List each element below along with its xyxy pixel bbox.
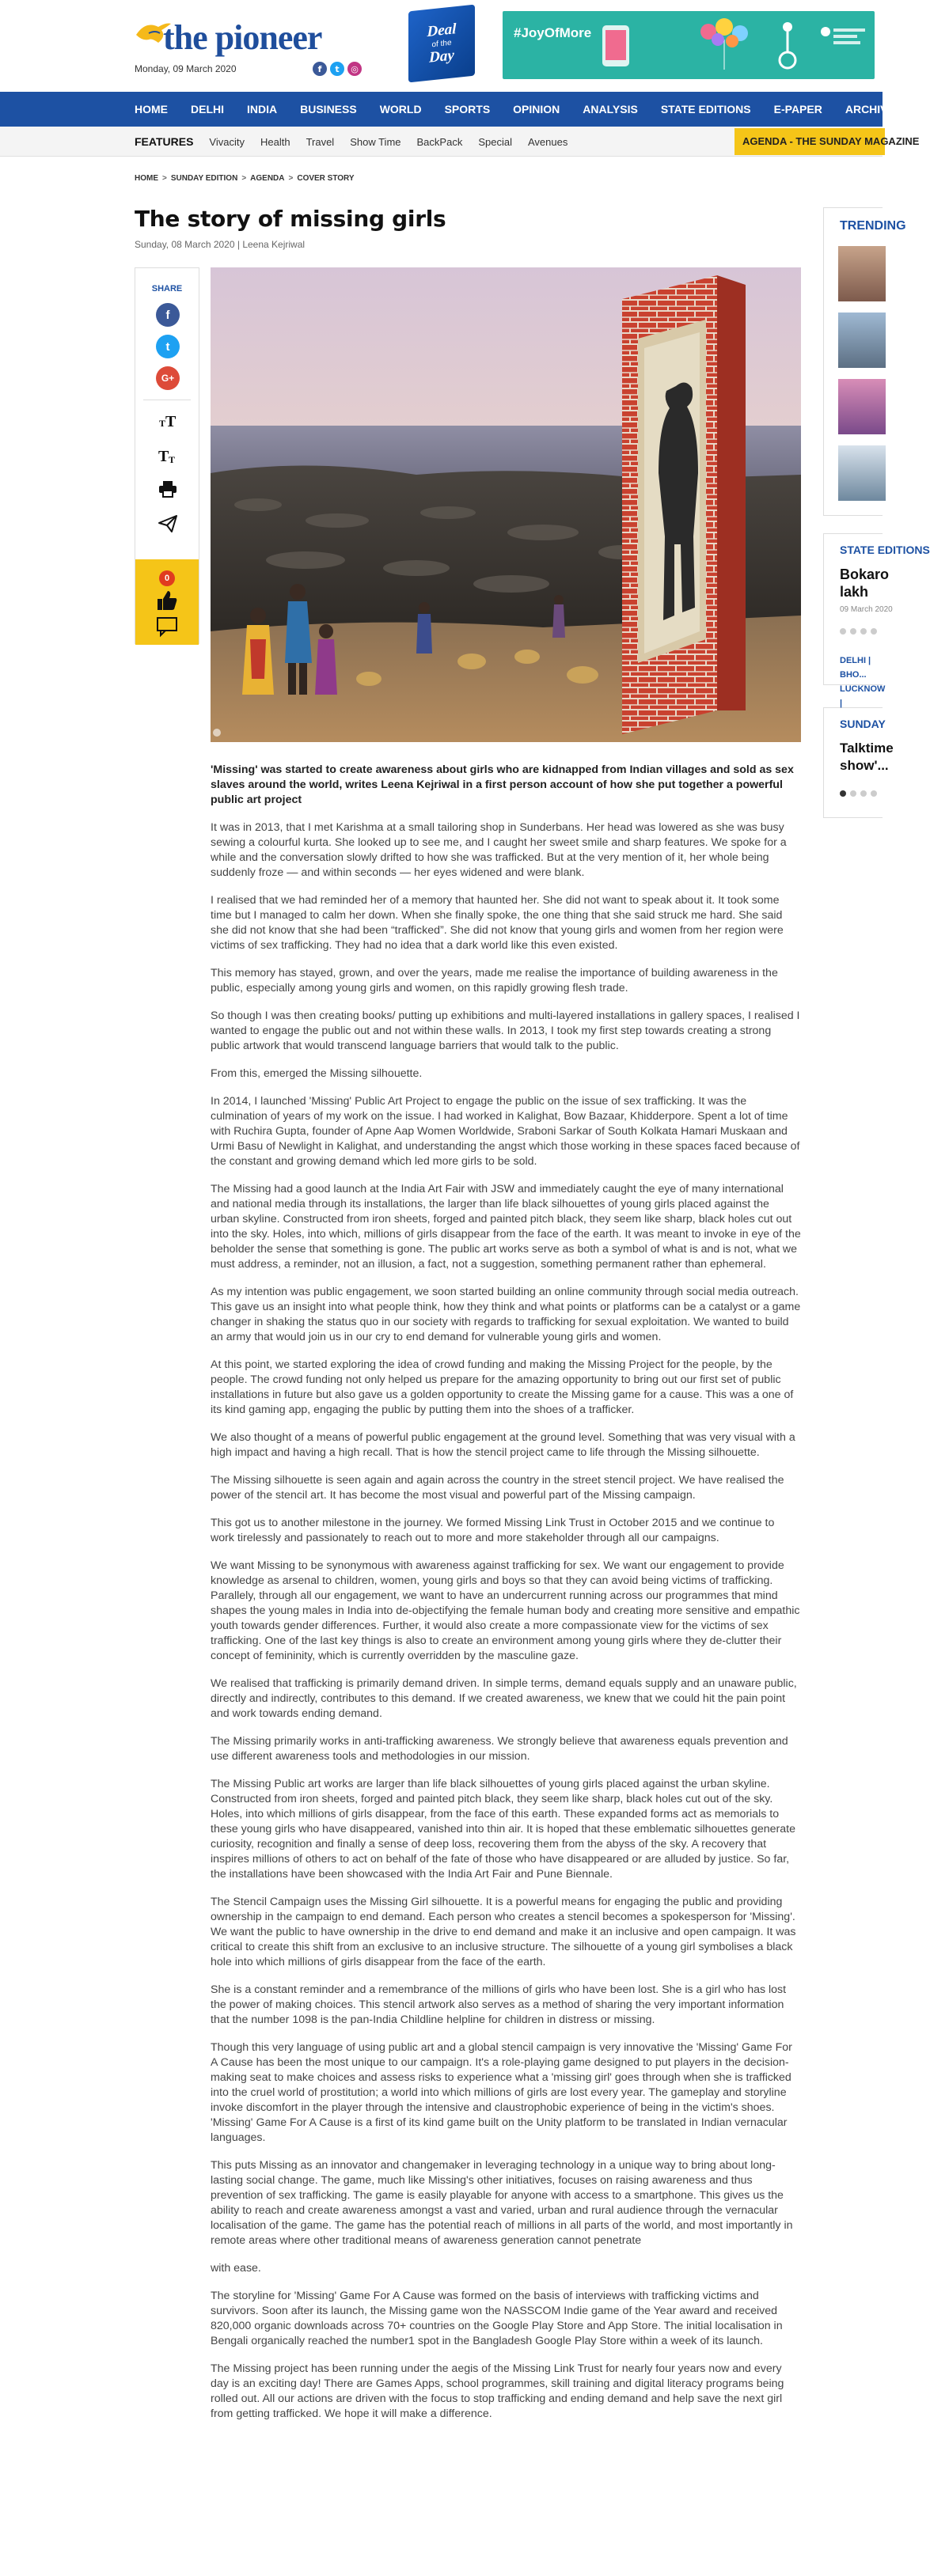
nav-item-india[interactable]: INDIA [247,103,278,116]
breadcrumb-agenda[interactable]: AGENDA [250,174,285,183]
agenda-section-link[interactable]: AGENDA - THE SUNDAY MAGAZINE [735,128,885,155]
nav-item-world[interactable]: WORLD [379,103,422,116]
subnav-item-vivacity[interactable]: Vivacity [209,135,245,148]
breadcrumb-cover-story[interactable]: COVER STORY [297,174,355,183]
right-sidebar [823,207,930,818]
article-paragraph: This memory has stayed, grown, and over the years, made me realise the importance of building awareness in the public, especially among young girls and women, on this rapidly growing flesh trade. [211,967,778,994]
article-paragraph: We also thought of a means of powerful public engagement at the ground level. Something that was very visual with a high impact and having a high recall. That is how the stencil project came to life through the Missing silhouette. [211,1431,795,1459]
state-editions-title: STATE EDITIONS [840,544,930,556]
breadcrumb-separator: > [162,174,167,183]
facebook-icon[interactable]: f [313,62,327,76]
like-count-badge: 0 [159,570,175,586]
article-paragraph: It was in 2013, that I met Karishma at a small tailoring shop in Sunderbans. Her head was lowered as she was busy sewing a colourful kurta. She looked up to see me, and I caught her sweet smile and sharp features. We spoke for a while and the conversation slowly drifted to how she was trafficked. But at the very mention of it, her whole being suddenly froze — and within seconds — her eyes widened and were blank. [211,821,787,879]
deal-of-the-day-badge[interactable] [408,5,475,83]
breadcrumb-home[interactable]: HOME [135,174,158,183]
article-paragraph: The Missing project has been running under the aegis of the Missing Link Trust for nearly four years now and every day is an exciting day! There are Games Apps, school programmes, skill training and digital literacy programs being rolled out. All our actions are driven with the focus to stop trafficking and ending demand and help save the next girl from getting trafficked. We hope it will make a difference. [211,2362,784,2420]
twitter-icon[interactable]: t [330,62,344,76]
share-toolbar [135,267,199,644]
twitter-share-icon[interactable]: t [156,335,180,358]
svg-text:T: T [169,454,176,465]
state-edition-links[interactable]: DELHI | BHO... LUCKNOW | [840,656,886,708]
ad-hashtag: #JoyOfMore [514,25,592,40]
sunday-edition-widget [823,707,894,818]
nav-item-business[interactable]: BUSINESS [300,103,357,116]
article-paragraph: The Missing Public art works are larger than life black silhouettes of young girls placed against the urban skyline. Constructed from iron sheets, forged and painted pitch black, they seem like sharp, black holes cut out of the sky. Holes, into which millions of girls disappear, from the face of this earth. These expanded forms act as memorials to these young girls who have disappeared, vanished into thin air. It is hoped that these emblematic silhouettes generate curiosity, recognition and finally a sense of deep loss, recovering them from the abyss of the sky. A recovery that inspires millions of others to act on behalf of the fate of those who have disappeared or are alluded by justice. So far, the installations have been showcased with the India Art Fair and Pune Biennale. [211,1778,796,1881]
breadcrumb-separator: > [288,174,294,183]
page-title: The story of missing girls [135,206,446,232]
subnav-item-backpack[interactable]: BackPack [416,135,463,148]
like-panel [135,559,199,645]
article-paragraph: The Missing had a good launch at the India Art Fair with JSW and immediately caught the eye of many international and national media through its installations, the larger than life black silhouettes of young girls placed against the urban skyline. Constructed from iron sheets, forged and painted pitch black, they seem like sharp, black holes cut out into the sky. Holes, into which, millions of girls disappear from the face of the earth. It was meant to invoke in eye of the beholder the sense that something is gone. The public art works serve as both a symbol of what is and is not, what we must address, a reminder, not an illusion, a fact, not a suggestion, something permanent rather than ephemeral. [211,1183,801,1271]
svg-text:T: T [165,413,177,430]
nav-item-home[interactable]: HOME [135,103,168,116]
unicycle-ad-icon [776,21,799,70]
trending-thumb[interactable] [838,313,886,368]
features-label[interactable]: FEATURES [135,135,194,148]
article-lede: 'Missing' was started to create awareness about girls who are kidnapped from Indian villages and sold as sex slaves around the world, writes Leena Kejriwal in a first person account of how she put together a powerful public art project [211,763,794,806]
subnav-item-travel[interactable]: Travel [306,135,335,148]
article-paragraph: So though I was then creating books/ putting up exhibitions and multi-layered installations in gallery spaces, I realised I wanted to engage the public out and not within these walls. In 2013, I took my first step towards creating a strong public artwork that would transcend language barriers that would talk to the public. [211,1010,800,1052]
deal-line-2: of the [431,38,452,50]
sunday-carousel-dots[interactable] [840,790,883,797]
sunday-headline[interactable]: Talktime show'... [840,741,894,773]
article-paragraph: At this point, we started exploring the idea of crowd funding and making the Missing Project for the people, by the people. The crowd funding not only helped us prepare for the amazing opportunity to bring out our first set of public installations in future but also gave us a golden opportunity to create the Missing game for a cause. This was a one of its kind gaming app, engaging the public by putting them into the shoes of a trafficker. [211,1358,794,1416]
sunday-title: SUNDAY [840,718,886,730]
send-email-icon[interactable] [154,510,181,537]
nav-item-archives[interactable]: ARCHIVES [845,103,903,116]
article-paragraph: The Stencil Campaign uses the Missing Girl silhouette. It is a powerful means for engaging the public and providing ownership in the campaign to end demand. Each person who creates a stencil becomes a spokesperson for 'Missing'. We want the public to have ownership in the drive to end demand and make it an inclusive and open campaign. It was critical to create this shift from an exclusive to an inclusive structure. The silhouette of a young girl symbolises a black hole into which millions of girls disappear from the face of the earth. [211,1896,796,1968]
breadcrumb-sunday-edition[interactable]: SUNDAY EDITION [170,174,238,183]
subnav-item-health[interactable]: Health [260,135,290,148]
state-headline[interactable]: Bokaro lakh [840,566,890,600]
breadcrumb [135,174,355,183]
ad-offer-icon [819,25,867,49]
instagram-icon[interactable]: ◎ [347,62,362,76]
trending-thumb[interactable] [838,379,886,434]
nav-item-delhi[interactable]: DELHI [191,103,224,116]
article-body [211,763,801,2434]
carousel-dots[interactable] [840,628,883,635]
state-date: 09 March 2020 [840,605,893,614]
phone-offer-ad-icon [598,24,634,68]
nav-item-epaper[interactable]: E-PAPER [773,103,822,116]
missing-installation-photo [211,267,801,742]
share-label: SHARE [151,284,183,294]
trending-thumb[interactable] [838,445,886,501]
header-ad-banner[interactable] [503,11,875,79]
current-date: Monday, 09 March 2020 [135,63,237,74]
state-editions-widget [823,533,930,708]
article-paragraph: We realised that trafficking is primarily demand driven. In simple terms, demand equals supply and an unaware public, directly and indirectly, contributes to this demand. If we created awareness, we knew that we could hit the pain point and work towards ending demand. [211,1677,797,1720]
logo-wordmark: the pioneer [163,18,322,57]
article-paragraph: This puts Missing as an innovator and changemaker in leveraging technology in a unique way to bring about long-lasting social change. The game, much like Missing's other initiatives, focuses on raising awareness and thus prevention of sex trafficking. The game is easily playable for anyone with access to a smartphone. This gives us the ability to reach and create awareness amongst a vast and varied, urban and rural audience through the vernacular localisation of the game. The game has the potential reach of millions in all parts of the world, and most importantly in remote areas where other traditional means of awareness generation cannot penetrate [211,2159,793,2247]
site-header [0,0,883,92]
print-icon[interactable] [154,475,181,502]
article-paragraph: Though this very language of using public art and a global stencil campaign is very innovative the 'Missing' Game For A Cause has been the most unique to our campaign. It's a role-playing game designed to put players in the decision-making seat to make choices and assess risks to experience what a 'missing girl' goes through when she is trafficked into the cruel world of prostitution; a world into which millions of girls are lost every year. The gameplay and storyline invoke discomfort in the player through the intensive and claustrophobic experience of being in the victim's shoes. 'Missing' Game For A Cause is a first of its kind game built on the Unity platform to be translated in Indian vernacular languages. [211,2041,792,2144]
thumbs-up-icon[interactable] [156,589,178,616]
decrease-font-size-icon[interactable] [154,407,181,434]
nav-item-sports[interactable]: SPORTS [444,103,491,116]
article-paragraph: She is a constant reminder and a remembrance of the millions of girls who have been lost. She is a girl who has lost the power of making choices. This stencil artwork also serves as a method of sharing the very important information that the number 1098 is the pan-India Childline helpline for children in distress or missing. [211,1983,787,2026]
article-byline: Sunday, 08 March 2020 | Leena Kejriwal [135,239,306,250]
deal-line-3: Day [429,47,454,66]
article-paragraph: I realised that we had reminded her of a memory that haunted her. She did not want to speak about it. It took some time but I managed to calm her down. When she finally spoke, the one thing that she said struck me hard. She said she did not know that she had been “trafficked”. She did not know that young girls and women from her region were victims of sex trafficking. They had no idea that a dark world like this even existed. [211,894,784,952]
header-social-links [313,62,362,76]
article-paragraph: As my intention was public engagement, we soon started building an online community through social media outreach. This gave us an insight into what people think, how they think and what points or platforms can be a catalyst or a game changer in shaking the status quo in our society with regards to trafficking for sexual exploitation. We wanted to build an army that would join us in our cry to end demand for vulnerable young girls and women. [211,1286,801,1343]
facebook-share-icon[interactable]: f [156,303,180,327]
svg-text:T: T [159,418,166,429]
trending-title: TRENDING [840,219,906,233]
nav-item-analysis[interactable]: ANALYSIS [583,103,638,116]
balloons-ad-image [685,16,764,71]
article-paragraph: The Missing primarily works in anti-trafficking awareness. We strongly believe that awareness equals prevention and use different awareness tools and methodologies in our mission. [211,1735,788,1763]
subnav-item-avenues[interactable]: Avenues [527,135,568,148]
article-paragraph: From this, emerged the Missing silhouette. [211,1067,423,1080]
subnav-item-special[interactable]: Special [478,135,512,148]
increase-font-size-icon[interactable] [154,442,181,469]
breadcrumb-separator: > [241,174,247,183]
trending-thumb[interactable] [838,246,886,301]
main-navigation [0,92,903,127]
article-paragraph: with ease. [211,2262,261,2275]
nav-item-state-editions[interactable]: STATE EDITIONS [660,103,751,116]
trending-widget [823,207,906,516]
google-plus-share-icon[interactable]: G+ [156,366,180,390]
article-paragraph: This got us to another milestone in the journey. We formed Missing Link Trust in October 2015 and we continue to work tirelessly and passionately to reach out to more and more stakeholder through all our campaigns. [211,1517,775,1544]
article-paragraph: The storyline for 'Missing' Game For A Cause was formed on the basis of interviews with trafficking victims and survivors. Soon after its launch, the Missing game won the NASSCOM Indie game of the Year award and received 820,000 organic downloads across 70+ countries on the Google Play Store and App Store. The initial localisation in Bengali organically reached the number1 spot in the Bangladesh Google Play Store within a week of its launch. [211,2290,783,2347]
article-paragraph: In 2014, I launched 'Missing' Public Art Project to engage the public on the issue of sex trafficking. It was the culmination of years of my work on the issue. I had worked in Kalighat, Bow Bazaar, Khidderpore. Spent a lot of time with Ruchira Gupta, founder of Apne Aap Women Worldwide, Sraboni Sarkar of South Kolkata Hamari Muskaan and Urmi Basu of Newlight in Kalighat, and understanding the angst which those working in these spaces faced because of the constant and growing demand which led more girls to be sold. [211,1095,800,1168]
subnav-item-show-time[interactable]: Show Time [350,135,401,148]
comment-icon[interactable] [156,616,178,641]
article-paragraph: We want Missing to be synonymous with awareness against trafficking for sex. We want our engagement to provide knowledge as arsenal to children, women, young girls and boys so that they can avoid being victims of trafficking. Parallely, through all our engagement, we want to have an undercurrent running across our programmes that mind shapes the young males in India into de-objectifying the female human body and creating more sensitive and empathic youth towards gender differences. Further, it would also create a more compassionate view for the victims of sex trafficking. One of the last key things is also to create an environment among young girls where they de-clutter their concept of femininity, which is currently overridden by the masculine gaze. [211,1559,800,1662]
deal-line-1: Deal [427,21,457,40]
article-hero-image [211,267,801,742]
article-paragraph: The Missing silhouette is seen again and again across the country in the street stencil project. We have realised the power of the stencil art. It has become the most visual and powerful part of the Missing campaign. [211,1474,784,1502]
nav-item-opinion[interactable]: OPINION [513,103,560,116]
svg-text:T: T [158,448,169,465]
